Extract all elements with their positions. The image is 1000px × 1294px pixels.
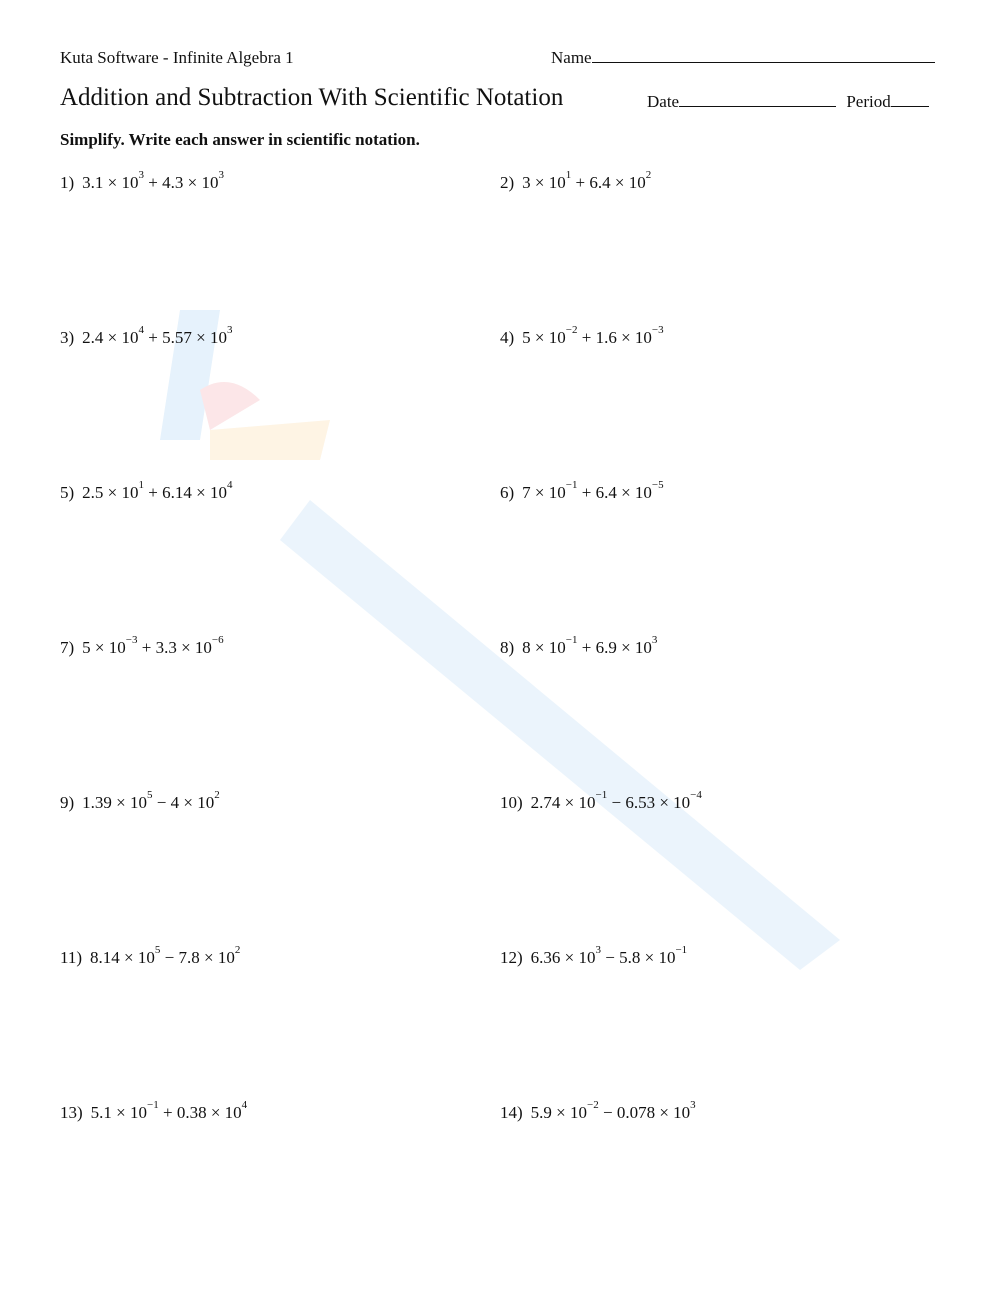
times-sign: × [183,793,193,812]
base: 10 [209,328,227,347]
coefficient: 0.38 [176,1103,207,1122]
exponent: 3 [651,634,658,646]
coefficient: 1.6 [595,328,617,347]
coefficient: 2.4 [82,328,104,347]
operator: − [605,948,615,967]
exponent: 4 [138,324,145,336]
times-sign: × [534,638,545,657]
coefficient: 7 [522,483,531,502]
period-blank[interactable] [891,92,929,107]
problem-8 [500,634,658,658]
exponent: 5 [147,789,153,801]
coefficient: 8.14 [90,948,120,967]
problem-14 [500,1099,696,1123]
times-sign: × [556,1103,566,1122]
operator: − [602,1103,613,1122]
exponent: −1 [675,944,688,956]
base: 10 [548,328,566,347]
operator: − [611,793,622,812]
problem-13 [60,1099,248,1123]
base: 10 [197,793,215,812]
times-sign: × [564,948,575,967]
date-period-fields [647,92,929,112]
base: 10 [634,328,652,347]
base: 10 [201,173,219,192]
operator: − [156,793,167,812]
problem-3 [60,324,233,348]
coefficient: 3 [522,173,531,192]
base: 10 [548,483,566,502]
times-sign: × [614,173,625,192]
exponent: −2 [587,1099,599,1111]
times-sign: × [181,638,191,657]
name-field[interactable] [551,48,935,68]
times-sign: × [534,328,545,347]
problem-9 [60,789,220,813]
problem-number: 12) [500,948,523,967]
operator: + [575,173,586,192]
operator: + [148,328,158,347]
problem-number: 3) [60,328,75,347]
operator: + [141,638,152,657]
base: 10 [217,948,235,967]
exponent: 2 [234,944,241,956]
problem-number: 6) [500,483,515,502]
coefficient: 6.14 [162,483,192,502]
base: 10 [658,948,676,967]
base: 10 [121,328,139,347]
name-blank[interactable] [592,48,935,63]
operator: + [581,483,592,502]
coefficient: 5.8 [619,948,641,967]
date-blank[interactable] [679,92,836,107]
times-sign: × [534,173,545,192]
problem-11 [60,944,241,968]
exponent: 3 [138,169,145,181]
coefficient: 5.57 [162,328,192,347]
exponent: 1 [565,169,572,181]
times-sign: × [116,793,126,812]
times-sign: × [534,483,545,502]
base: 10 [634,638,652,657]
base: 10 [548,173,566,192]
problem-number: 11) [60,948,83,967]
exponent: 4 [226,479,233,491]
times-sign: × [659,1103,669,1122]
exponent: −3 [125,634,138,646]
exponent: 4 [241,1099,248,1111]
problem-7 [60,634,224,658]
name-label: Name [551,48,592,67]
times-sign: × [94,638,105,657]
exponent: −1 [565,634,578,646]
exponent: −3 [651,324,664,336]
coefficient: 8 [522,638,531,657]
coefficient: 6.4 [589,173,611,192]
instructions: Simplify. Write each answer in scientific notation. [60,130,420,149]
times-sign: × [107,483,118,502]
publisher-label: Kuta Software - Infinite Algebra 1 [60,48,294,67]
exponent: −1 [147,1099,159,1111]
problem-10 [500,789,702,813]
times-sign: × [187,173,198,192]
problem-1 [60,169,224,193]
base: 10 [578,793,596,812]
coefficient: 2.5 [82,483,104,502]
times-sign: × [621,328,631,347]
base: 10 [130,793,148,812]
exponent: −6 [211,634,224,646]
base: 10 [548,638,566,657]
problem-number: 14) [500,1103,523,1122]
operator: + [581,638,592,657]
exponent: 3 [218,169,224,181]
operator: + [581,328,592,347]
times-sign: × [203,948,214,967]
base: 10 [634,483,652,502]
exponent: 2 [214,789,220,801]
coefficient: 5.9 [530,1103,552,1122]
times-sign: × [659,793,669,812]
exponent: 3 [226,324,233,336]
exponent: −1 [595,789,608,801]
problem-number: 5) [60,483,75,502]
times-sign: × [644,948,655,967]
coefficient: 6.53 [625,793,656,812]
exponent: 5 [154,944,161,956]
base: 10 [194,638,212,657]
base: 10 [137,948,155,967]
times-sign: × [196,328,206,347]
problem-2 [500,169,652,193]
times-sign: × [621,483,631,502]
problem-6 [500,479,664,503]
times-sign: × [124,948,134,967]
exponent: −2 [565,324,578,336]
times-sign: × [621,638,631,657]
coefficient: 6.4 [595,483,617,502]
base: 10 [121,173,139,192]
problem-number: 8) [500,638,515,657]
problem-number: 1) [60,173,75,192]
base: 10 [121,483,139,502]
problem-number: 2) [500,173,515,192]
times-sign: × [564,793,575,812]
coefficient: 5 [522,328,531,347]
coefficient: 4 [170,793,180,812]
coefficient: 4.3 [162,173,184,192]
period-label: Period [846,92,891,111]
times-sign: × [116,1103,126,1122]
exponent: 2 [645,169,652,181]
coefficient: 5 [82,638,91,657]
problem-number: 9) [60,793,75,812]
coefficient: 5.1 [90,1103,112,1122]
coefficient: 3.3 [155,638,177,657]
exponent: 3 [690,1099,696,1111]
base: 10 [570,1103,588,1122]
times-sign: × [107,328,118,347]
operator: + [148,483,158,502]
times-sign: × [107,173,118,192]
operator: + [162,1103,173,1122]
coefficient: 3.1 [82,173,104,192]
problem-4 [500,324,664,348]
exponent: −4 [690,789,702,801]
coefficient: 7.8 [178,948,200,967]
problem-number: 10) [500,793,523,812]
base: 10 [628,173,646,192]
operator: + [148,173,158,192]
exponent: 1 [138,479,145,491]
times-sign: × [196,483,206,502]
problem-number: 13) [60,1103,83,1122]
coefficient: 6.9 [595,638,617,657]
base: 10 [108,638,126,657]
base: 10 [673,793,691,812]
times-sign: × [210,1103,221,1122]
base: 10 [209,483,227,502]
coefficient: 2.74 [530,793,561,812]
exponent: 3 [595,944,602,956]
base: 10 [673,1103,691,1122]
date-label: Date [647,92,680,111]
problem-12 [500,944,688,968]
base: 10 [130,1103,148,1122]
exponent: −1 [565,479,578,491]
worksheet-title: Addition and Subtraction With Scientific Notation [60,84,564,111]
problem-number: 7) [60,638,75,657]
operator: − [164,948,175,967]
problem-5 [60,479,233,503]
problem-number: 4) [500,328,515,347]
coefficient: 0.078 [616,1103,656,1122]
base: 10 [224,1103,242,1122]
coefficient: 6.36 [530,948,561,967]
exponent: −5 [651,479,664,491]
base: 10 [578,948,596,967]
coefficient: 1.39 [82,793,112,812]
